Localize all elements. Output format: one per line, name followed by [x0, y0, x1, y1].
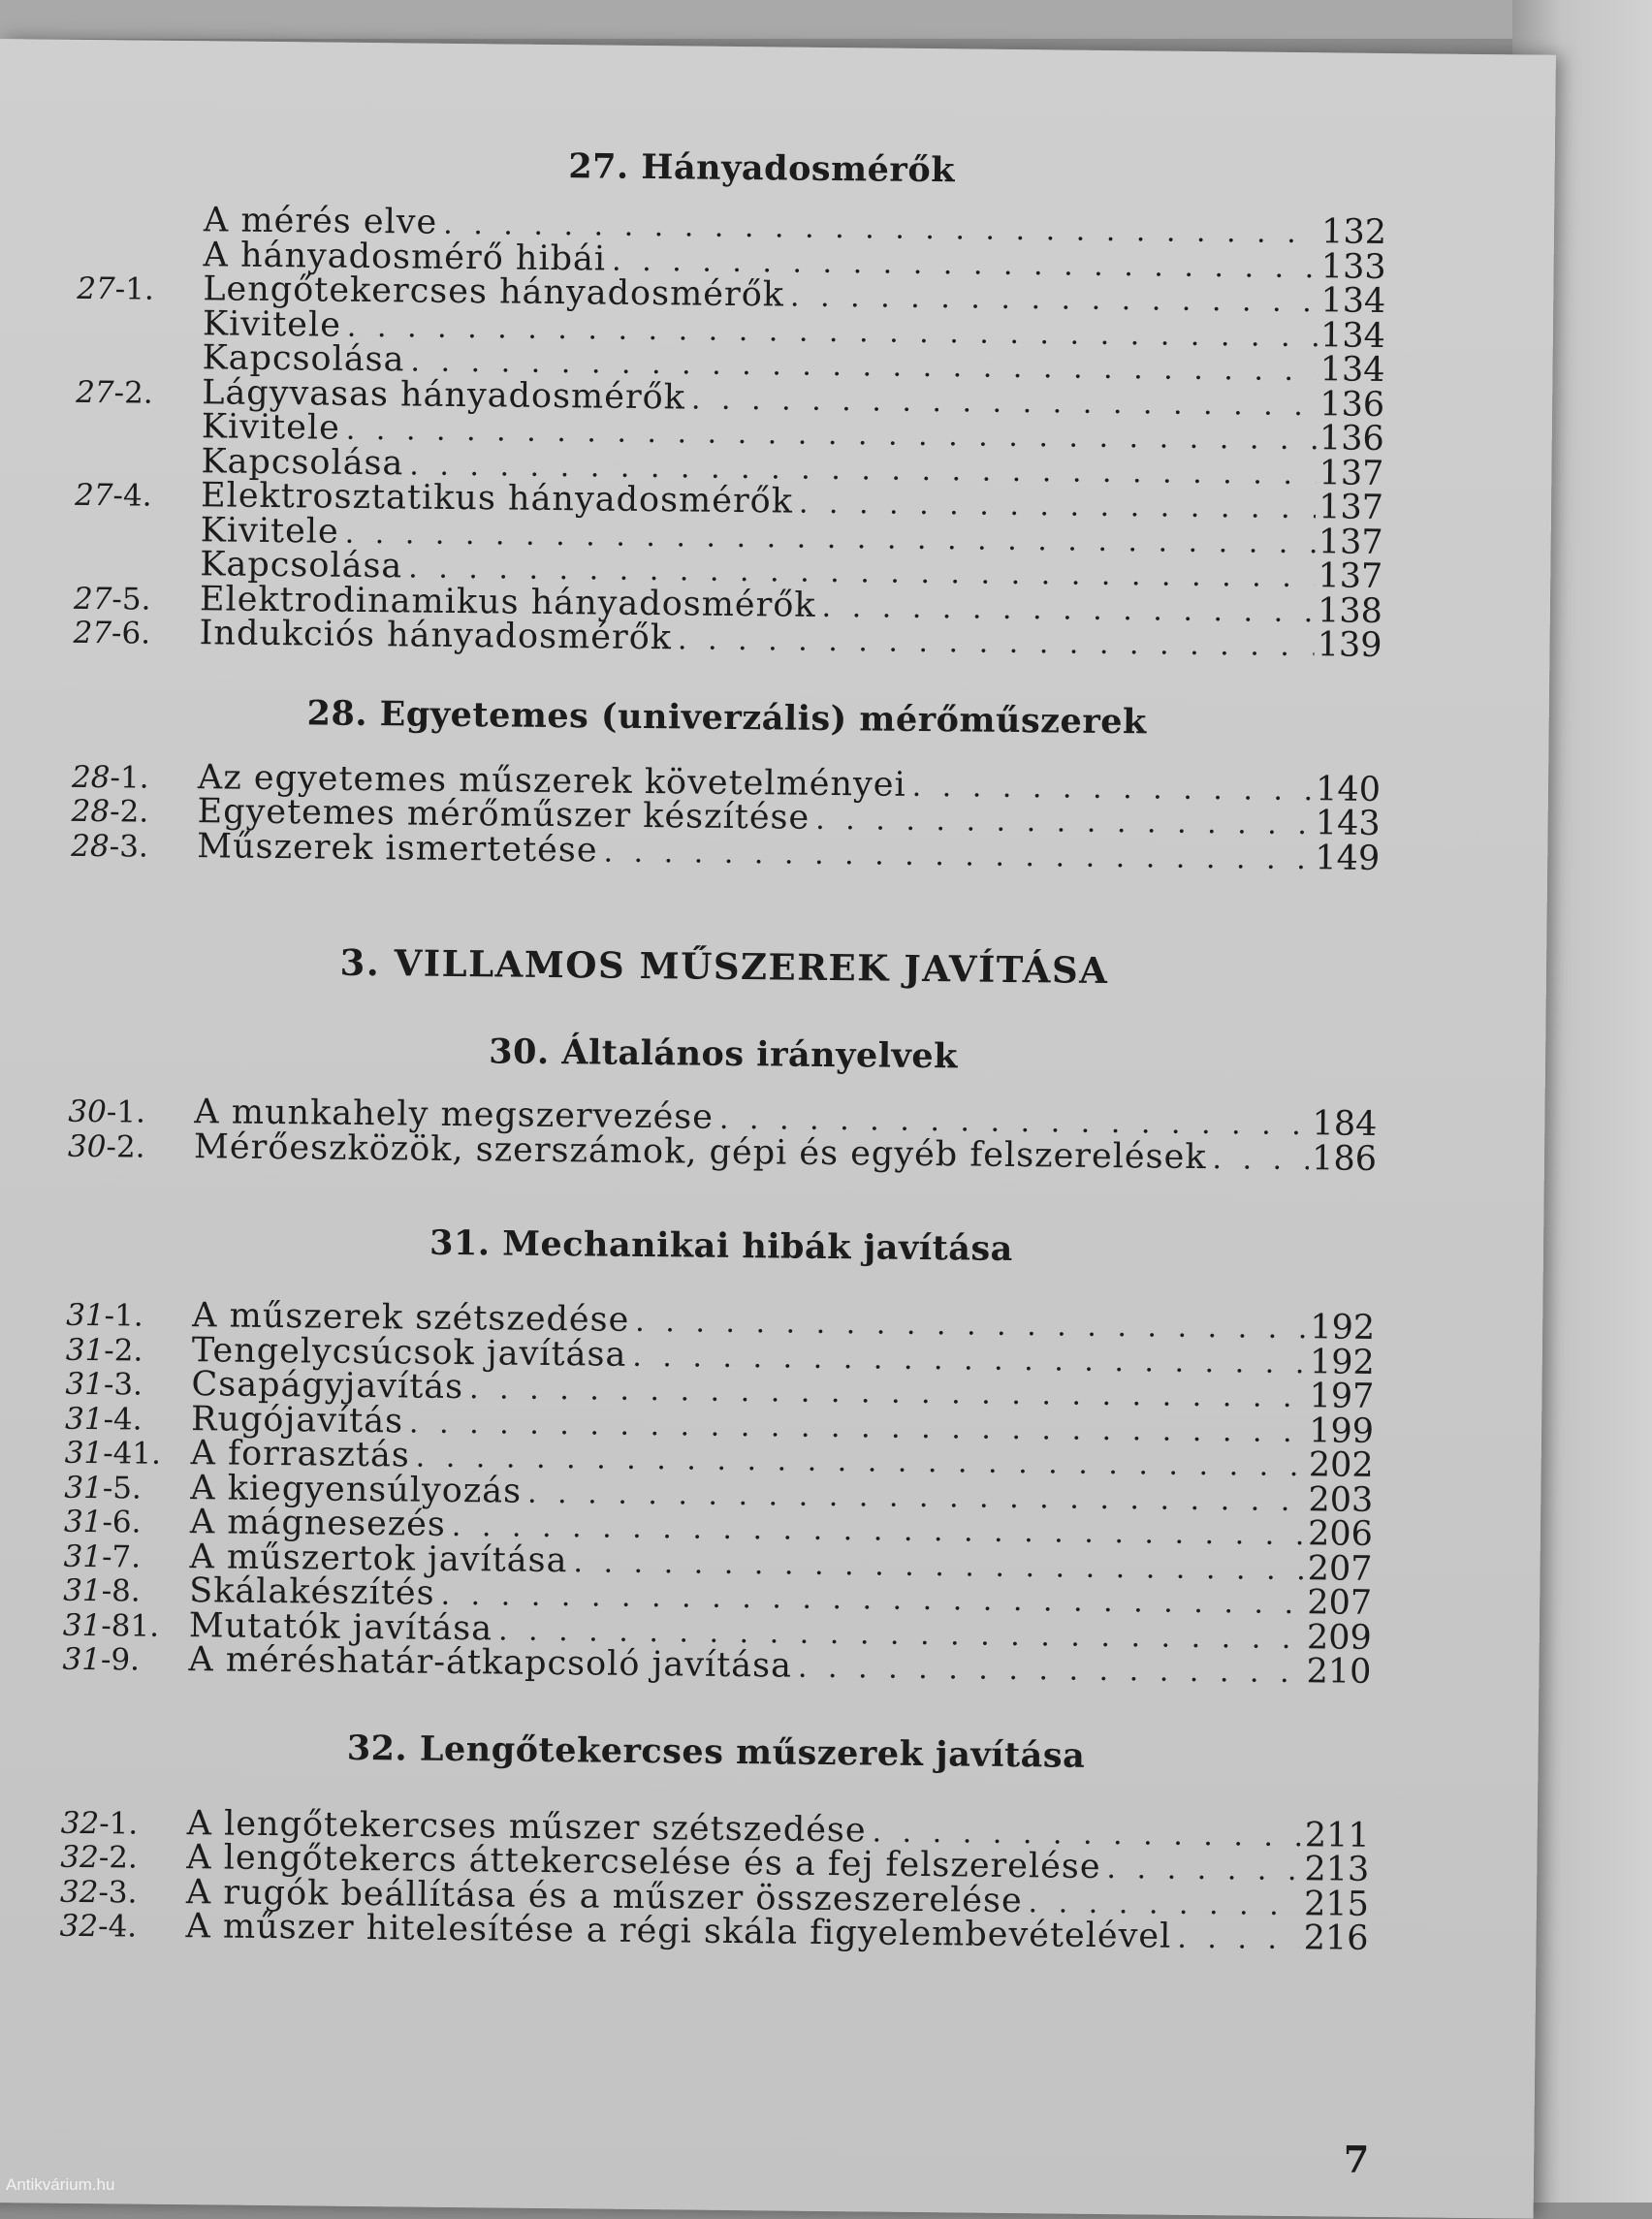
entry-page: 132 [1320, 212, 1387, 252]
entry-title: A mágnesezés [189, 1503, 447, 1544]
entry-page: 209 [1306, 1617, 1373, 1658]
entry-number: 27-6. [73, 615, 151, 651]
entry-title: Mérőeszközök, szerszámok, gépi és egyéb felszerelések [193, 1126, 1207, 1177]
entry-page: 206 [1307, 1514, 1374, 1554]
entry-number: 27-2. [76, 374, 153, 411]
entry-title: Tengelycsúcsok javítása [191, 1330, 627, 1375]
entry-title: Kapcsolása [201, 441, 404, 483]
entry-page: 139 [1317, 625, 1382, 665]
entry-page: 149 [1315, 838, 1381, 878]
entry-number: 31-4. [64, 1401, 143, 1438]
entry-number: 31-41. [64, 1435, 162, 1472]
entry-page: 192 [1309, 1342, 1375, 1382]
entry-list [73, 203, 1386, 664]
entry-page: 143 [1315, 804, 1381, 843]
section-32 [59, 1725, 1370, 1956]
entry-title: Elektrosztatikus hányadosmérők [200, 476, 794, 522]
entry-title: A műszerek szétszedése [192, 1296, 630, 1340]
entry-page: 137 [1318, 488, 1384, 527]
entry-page: 192 [1310, 1308, 1376, 1347]
entry-title: A munkahely megszervezése [194, 1093, 715, 1137]
entry-number [75, 470, 201, 471]
entry-title: A rugók beállítása és a műszer összeszerelése [185, 1872, 1023, 1920]
dot-leader [603, 835, 1312, 876]
entry-title: Lengőtekercses hányadosmérők [203, 269, 785, 315]
entry-title: Indukciós hányadosmérők [199, 614, 673, 658]
entry-number: 31-7. [63, 1538, 142, 1575]
entry-page: 199 [1309, 1411, 1375, 1451]
entry-title: Rugójavítás [190, 1399, 404, 1441]
entry-title: Kivitele [200, 510, 339, 552]
entry-list [62, 1298, 1375, 1691]
dot-leader [815, 803, 1313, 842]
entry-title: A méréshatár-átkapcsoló javítása [188, 1640, 793, 1686]
entry-page: 136 [1319, 384, 1385, 425]
section-title: 30. Általános irányelvek [489, 1031, 959, 1077]
entry-page: 138 [1317, 590, 1383, 631]
entry-number: 31-2. [65, 1332, 143, 1369]
entry-title: A műszertok javítása [189, 1537, 568, 1580]
entry-title: Műszerek ismertetése [197, 826, 598, 871]
chapter-title: 3. VILLAMOS MŰSZEREK JAVÍTÁSA [339, 940, 1109, 993]
entry-title: A műszer hitelesítése a régi skála figyelembevételével [185, 1907, 1172, 1956]
background-top [0, 0, 1652, 39]
entry-title: A lengőtekercs áttekercselése és a fej felszerelése [186, 1838, 1101, 1886]
entry-number [76, 367, 202, 368]
entry-number: 31-3. [65, 1366, 143, 1403]
entry-number: 27-4. [74, 477, 152, 514]
entry-page: 215 [1303, 1884, 1370, 1924]
entry-title: Csapágyjavítás [191, 1365, 464, 1408]
entry-number: 28-1. [71, 759, 149, 796]
entry-title: Lágyvasas hányadosmérők [201, 372, 686, 417]
entry-number: 31-1. [66, 1297, 143, 1334]
dot-leader [798, 1651, 1304, 1691]
entry-title: Egyetemes mérőműszer készítése [197, 792, 810, 838]
entry-page: 136 [1318, 419, 1384, 459]
section-title: 31. Mechanikai hibák javítása [429, 1222, 1014, 1270]
entry-number: 27-5. [73, 581, 151, 618]
entry-page: 133 [1320, 246, 1386, 287]
entry-page: 186 [1311, 1138, 1378, 1179]
dot-leader [911, 769, 1313, 808]
entry-title: A lengőtekercses műszer szétszedése [186, 1803, 867, 1850]
entry-page: 134 [1320, 281, 1386, 321]
entry-title: A hányadosmérő hibái [203, 235, 607, 279]
entry-title: Mutatók javítása [188, 1605, 493, 1648]
entry-page: 137 [1318, 453, 1384, 493]
entry-page: 137 [1318, 556, 1383, 596]
entry-page: 137 [1318, 522, 1383, 562]
dot-leader [1106, 1852, 1301, 1888]
entry-title: Kivitele [201, 407, 341, 448]
dot-leader [790, 280, 1318, 320]
entry-list [59, 1805, 1369, 1956]
entry-number: 31-5. [64, 1470, 143, 1506]
dot-leader [821, 589, 1315, 629]
entry-title: A forrasztás [190, 1434, 410, 1475]
entry-number: 31-8. [63, 1572, 141, 1609]
entry-page: 213 [1304, 1850, 1370, 1889]
entry-title: Kivitele [202, 303, 342, 345]
entry-title: A mérés elve [203, 201, 438, 242]
entry-number [74, 574, 200, 575]
entry-number [76, 436, 202, 437]
entry-title: Az egyetemes műszerek követelményei [197, 757, 906, 805]
entry-number: 28-3. [71, 828, 148, 865]
section-31 [62, 1220, 1376, 1691]
entry-number: 27-1. [77, 270, 155, 307]
entry-number: 30-1. [68, 1094, 146, 1130]
section-title: 32. Lengőtekercses műszerek javítása [346, 1728, 1086, 1776]
entry-number: 32-3. [59, 1874, 138, 1911]
entry-number [75, 539, 201, 540]
entry-page: 211 [1304, 1815, 1370, 1855]
entry-number [78, 230, 204, 231]
entry-number: 32-2. [60, 1839, 139, 1876]
dot-leader [1212, 1142, 1309, 1178]
entry-page: 210 [1306, 1652, 1372, 1692]
section-title: 27. Hányadosmérők [568, 146, 956, 191]
section-title: 28. Egyetemes (univerzális) mérőműszerek [306, 692, 1148, 742]
entry-page: 203 [1308, 1479, 1374, 1520]
entry-number: 30-2. [67, 1128, 145, 1165]
entry-page: 197 [1309, 1377, 1375, 1416]
entry-number: 32-1. [60, 1805, 139, 1842]
entry-page: 216 [1303, 1918, 1369, 1958]
entry-page: 207 [1307, 1583, 1373, 1623]
dot-leader [678, 622, 1315, 663]
entry-title: Skálakészítés [189, 1571, 435, 1613]
entry-page: 140 [1315, 769, 1382, 809]
entry-list [71, 759, 1381, 876]
section-28 [71, 690, 1382, 876]
watermark: Antikvárium.hu [6, 2175, 115, 2194]
entry-number: 28-2. [71, 793, 149, 830]
entry-number: 31-81. [62, 1607, 160, 1644]
entry-page: 207 [1307, 1548, 1373, 1589]
dot-leader [1177, 1921, 1301, 1957]
dot-leader [799, 487, 1316, 526]
entry-number: 31-6. [63, 1504, 142, 1540]
section-30 [68, 938, 1379, 1177]
entry-title: Kapcsolása [200, 545, 403, 586]
entry-list [68, 1094, 1378, 1177]
entry-number: 31-9. [62, 1641, 141, 1678]
section-27 [73, 142, 1386, 664]
entry-page: 202 [1308, 1445, 1374, 1485]
book-page [0, 39, 1556, 2219]
entry-title: Elektrodinamikus hányadosmérők [199, 579, 816, 625]
entry-page: 184 [1312, 1104, 1378, 1144]
entry-number: 32-4. [59, 1908, 138, 1945]
entry-title: Kapcsolása [202, 338, 405, 380]
entry-page: 134 [1319, 315, 1386, 356]
entry-number [78, 264, 204, 265]
entry-title: A kiegyensúlyozás [190, 1468, 523, 1511]
table-of-contents [59, 142, 1386, 1957]
entry-page: 134 [1319, 350, 1385, 390]
page-number: 7 [1343, 2137, 1370, 2181]
